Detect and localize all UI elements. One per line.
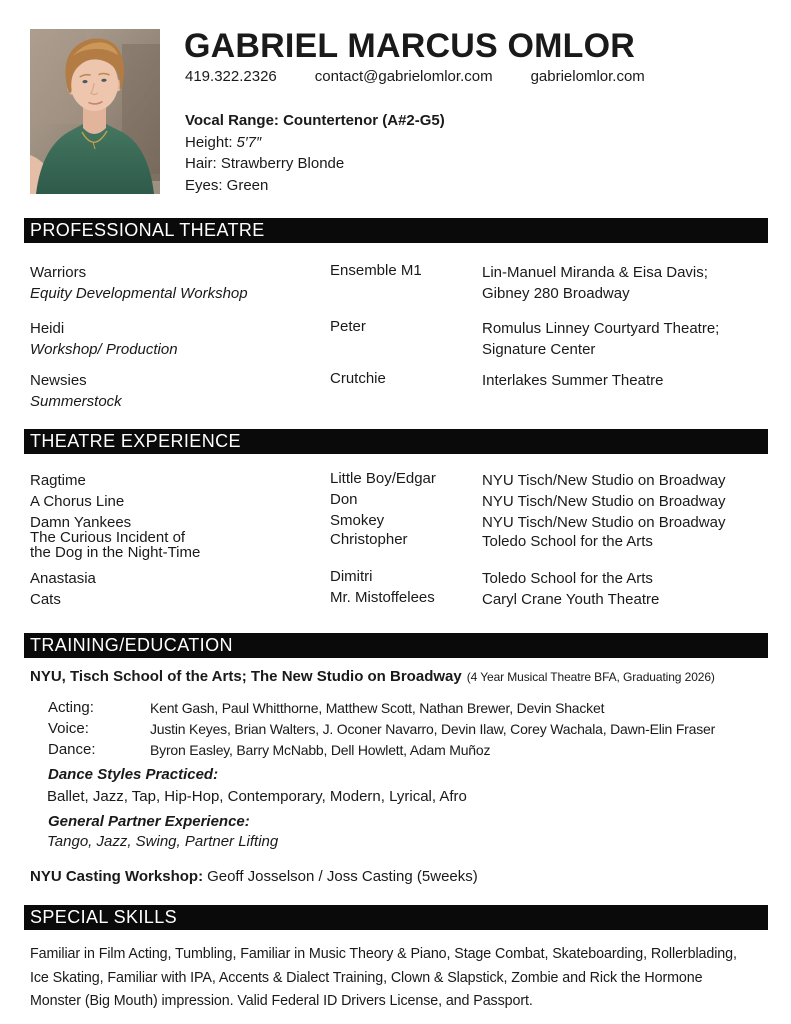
section-title: THEATRE EXPERIENCE [30,431,241,451]
venue-line: Lin-Manuel Miranda & Eisa Davis; [482,264,708,281]
casting-workshop-detail: Geoff Josselson / Joss Casting (5weeks) [207,868,478,885]
height-label: Height: [185,133,233,151]
special-skills-paragraph: Familiar in Film Acting, Tumbling, Familiar in Music Theory & Piano, Stage Combat, Skateboarding, Rollerblading, Ice Skating, Familiar with IPA, Accents & Dialect Training, Clown & Slapstick, Zombie and Rick the Hormone Monster (Big Mouth) impression. Valid Federal ID Drivers License, and Passport. [30,946,737,1009]
section-header-special-skills [24,905,768,930]
email-address: contact@gabrielomlor.com [314,68,493,85]
page-title: GABRIEL MARCUS OMLOR [184,27,636,65]
contact-row [185,68,645,85]
height [185,132,445,154]
venue: Toledo School for the Arts [482,533,653,550]
faculty-label: Acting: [48,699,94,716]
venue: NYU Tisch/New Studio on Broadway [482,472,726,489]
headshot-photo [30,29,160,194]
role: Smokey [330,512,385,529]
venue-line: Romulus Linney Courtyard Theatre; [482,320,720,337]
faculty-names: Byron Easley, Barry McNabb, Dell Howlett, Adam Muñoz [150,742,491,758]
role: Mr. Mistoffelees [330,589,435,606]
role: Don [330,491,358,508]
role: Crutchie [330,370,386,387]
height-value: 5′7″ [236,133,262,151]
show-detail: Equity Developmental Workshop [30,285,248,302]
partner-experience-heading: General Partner Experience: [48,813,250,830]
section-title: SPECIAL SKILLS [30,907,178,927]
show-title-line: The Curious Incident of [30,529,186,546]
section-title: PROFESSIONAL THEATRE [30,220,265,240]
show-title: Heidi [30,320,65,337]
venue: Caryl Crane Youth Theatre [482,591,660,608]
show-title: Warriors [30,264,87,281]
role: Peter [330,318,366,335]
venue: NYU Tisch/New Studio on Broadway [482,514,726,531]
role: Ensemble M1 [330,262,422,279]
role: Dimitri [330,568,373,585]
faculty-label: Dance: [48,741,96,758]
section-header-professional-theatre [24,218,768,243]
role: Little Boy/Edgar [330,470,436,487]
venue: NYU Tisch/New Studio on Broadway [482,493,726,510]
phone-number: 419.322.2326 [185,68,277,85]
casting-workshop-line [30,868,478,885]
headshot-illustration [30,29,160,194]
faculty-names: Kent Gash, Paul Whitthorne, Matthew Scott, Nathan Brewer, Devin Shacket [150,700,605,716]
show-title: Ragtime [30,472,86,489]
school-note: (4 Year Musical Theatre BFA, Graduating 2026) [466,670,715,684]
partner-experience-list: Tango, Jazz, Swing, Partner Lifting [47,833,279,850]
section-header-training-education [24,633,768,658]
faculty-names: Justin Keyes, Brian Walters, J. Oconer Navarro, Devin Ilaw, Corey Wachala, Dawn-Elin Fraser [150,721,716,737]
venue: Toledo School for the Arts [482,570,653,587]
dance-styles-list: Ballet, Jazz, Tap, Hip-Hop, Contemporary, Modern, Lyrical, Afro [47,788,467,805]
hair: Hair: Strawberry Blonde [185,155,345,173]
show-title: Damn Yankees [30,514,132,531]
website-url: gabrielomlor.com [530,68,645,85]
show-detail: Summerstock [30,393,122,410]
eyes: Eyes: Green [185,177,269,195]
venue-line: Interlakes Summer Theatre [482,372,664,389]
faculty-label: Voice: [48,720,89,737]
show-title: Cats [30,591,61,608]
show-title: Newsies [30,372,87,389]
show-title-line: the Dog in the Night-Time [30,543,201,561]
school-line [30,668,715,685]
vocal-range: Vocal Range: Countertenor (A#2-G5) [185,112,445,129]
venue-line: Gibney 280 Broadway [482,285,630,302]
school-name: NYU, Tisch School of the Arts; The New Studio on Broadway [30,668,462,685]
venue-line: Signature Center [482,341,596,358]
stats-block [185,110,445,197]
casting-workshop-label: NYU Casting Workshop: [30,868,204,885]
show-detail: Workshop/ Production [30,341,178,358]
show-title: A Chorus Line [30,493,125,510]
section-header-theatre-experience [24,429,768,454]
section-title: TRAINING/EDUCATION [30,635,233,655]
show-title: Anastasia [30,570,96,587]
dance-styles-heading: Dance Styles Practiced: [48,766,219,783]
role: Christopher [330,531,408,548]
